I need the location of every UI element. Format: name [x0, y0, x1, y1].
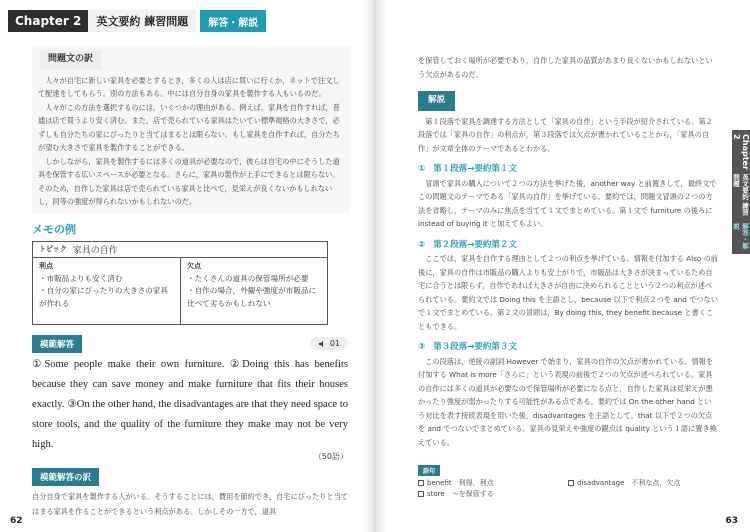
section-body-3: この段落は，逆接の副詞 However で始まり，家具の自作の欠点が書かれている。情報を付加する What is more「さらに」という表現の前後で２つの欠点が述べられている。家具の自作には多くの道具が必要なので保管場所が必要になる点と，自作した家具は見栄えが悪かったり強度が弱かったりする可能性がある点である。要約では On the other hand という対比を表す接続表現を用いた後，disadvantages を主語として，that 以下で２つの欠点を and でつないでまとめている。家具の見栄えや強度の観点は quality という１語に置き換えている。: [418, 356, 717, 447]
translation-paragraph-1: 人々が自宅に新しい家具を必要とするとき，多くの人は店に買いに行くか，ネットで注文して配達をしてもらう。別の方法もある。中には自分自身の家具を製作する人もいるのだ。: [38, 75, 340, 98]
section-body-2: ここでは，家具を自作する理由として２つの利点を挙げている。情報を付加する Also の前後に，家具の自作は市販品の購入よりも安上がりで，市販品は大きさが決まっているため自宅に合うとは限らず，自作であれば大きさが自由に決められることという２つの利点が述べられている。要約文では Doing this を主語とし，because 以下で利点２つを and でつないで１文でまとめている。第２文の冒頭は，By doing this, they benefit because と書くこともできる。: [418, 254, 718, 331]
memo-box: [32, 241, 328, 325]
vocab-item[interactable]: benefit 利得，利点: [418, 478, 568, 488]
memo-cons: [180, 258, 327, 324]
right-page: [418, 54, 718, 449]
memo-pros: [33, 258, 180, 324]
explanation-intro: 第１段落で家具を調達する方法として「家具の自作」という手段が紹介されている。第２段落では「家具の自作」の利点が，第３段落では欠点が書かれていることから，「家具の自作」が文章全体のテーマであるとわかる。: [418, 116, 713, 153]
word-count: （50語）: [313, 451, 348, 461]
memo-topic: [33, 242, 327, 258]
audio-icon: [318, 340, 326, 348]
side-tab-sub: 解答・解説: [732, 223, 749, 250]
checkbox-icon: [568, 480, 574, 486]
checkbox-icon: [418, 491, 424, 497]
memo-pro-item: ・自分の家にぴったりの大きさの家具が作れる: [39, 286, 169, 308]
left-page: [32, 40, 348, 519]
vocab-item[interactable]: disadvantage 不利な点，欠点: [568, 478, 718, 488]
translation-title: 問題文の訳: [40, 50, 101, 70]
translation-paragraph-2: 人々がこの方法を選択するのには，いくつかの理由がある。例えば，家具を自作すれば，普通は店で買うより安く済む。また，店で売られている家具はたいてい標準規格の大きさで，必ずしも自分たちの家にぴったりと当てはまるとは限らない。もし家具を自作すれば，自分たちが望む大きさで家具を製作することができる。: [38, 102, 340, 152]
side-tab-title: 英文要約 練習問題: [732, 174, 749, 216]
section-heading-2: ② 第２段落→要約第２文: [418, 239, 517, 250]
vocabulary-label: 語句: [418, 465, 440, 476]
memo-topic-value: 家具の自作: [72, 245, 118, 256]
memo-con-item: ・たくさんの道具の保管場所が必要: [187, 273, 309, 283]
explanation-label: 解説: [418, 91, 455, 111]
audio-track[interactable]: [310, 337, 348, 350]
translation-continuation: を保管しておく場所が必要であり，自作した家具の品質があまり良くないかもしれないという欠点があるのだ。: [418, 56, 713, 79]
model-translation-label: 模範解答の訳: [32, 468, 99, 486]
memo-title: メモの例: [32, 222, 76, 236]
chapter-title: 英文要約 練習問題: [88, 10, 196, 32]
section-heading-1: ① 第１段落→要約第１文: [418, 164, 517, 174]
memo-pro-item: ・市販品よりも安く済む: [39, 273, 123, 283]
book-gutter: [362, 0, 388, 532]
model-answer-label: 模範解答: [32, 335, 82, 353]
audio-track-number: 01: [329, 339, 340, 348]
memo-con-item: ・自作の場合，外観や強度が市販品に比べて劣るかもしれない: [187, 286, 317, 308]
vocab-item[interactable]: store ～を保管する: [418, 489, 568, 499]
page-header: [8, 10, 266, 32]
model-answer-text: ①Some people make their own furniture. ②Doing this has benefits because they can save money and make furniture that fits their houses exactly. ③On the other hand, the disadvantages are that they need space to store tools, and the quality of the furniture they make may not be very high.: [32, 358, 348, 450]
side-chapter-tab: [732, 130, 750, 254]
translation-paragraph-3: しかしながら，家具を製作するには多くの道具が必要なので，彼らは自宅の中にそうした道具を保管する広いスペースが必要となる。さらに，家具の製作が上手にできるとは限らない。そのため，自作した家具は店で売られている家具と比べて，見栄えが良くないかもしれないし，同等の強度が得られないかもしれないのだ。: [38, 156, 340, 206]
chapter-tag: Chapter 2: [8, 10, 88, 32]
translation-box: [32, 46, 350, 213]
model-translation-text: 自分自身で家具を製作する人がいる。そうすることには，費用を節約でき，自宅にぴったりと当てはまる家具を作ることができるという利点がある。しかしその一方で，道具: [32, 491, 348, 516]
section-heading-3: ③ 第３段落→要約第３文: [418, 342, 517, 352]
side-tab-chapter: Chapter 2: [732, 134, 750, 170]
memo-cons-label: 欠点: [187, 261, 201, 270]
memo-topic-label: トピック: [39, 245, 67, 253]
checkbox-icon: [418, 480, 424, 486]
section-body-1: 冒頭で家具の購入について２つの方法を挙げた後，another way と前置きして，最終文でこの問題文のテーマである「家具の自作」を挙げている。要約では，問題文冒頭の２つの方法を省略し，テーマのみに焦点を当てて１文でまとめている。第１文で furniture の後ろに instead of buying it と加えてもよい。: [418, 178, 717, 228]
page-number-right: 63: [725, 516, 738, 526]
page-number-left: 62: [10, 516, 23, 526]
memo-pros-label: 利点: [39, 261, 53, 270]
chapter-subtitle: 解答・解説: [200, 10, 266, 32]
vocabulary-box: [418, 465, 718, 499]
